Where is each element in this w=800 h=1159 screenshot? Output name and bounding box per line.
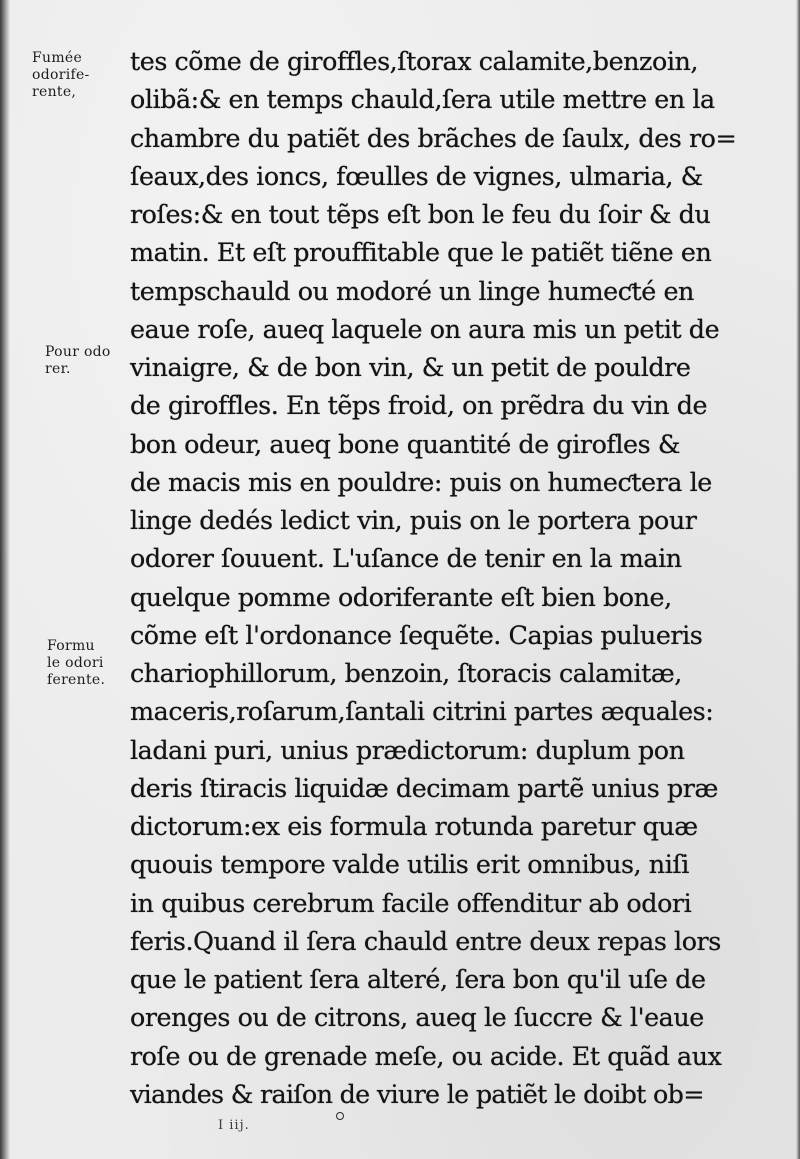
text-line: maceris,roſarum,ſantali citrini partes æquales: xyxy=(130,696,714,727)
margin-note-line: rer. xyxy=(45,361,71,377)
text-line: vinaigre, & de bon vin, & un petit de pouldre xyxy=(130,352,691,382)
text-line: deris ſtiracis liquidæ decimam partẽ unius præ xyxy=(130,772,718,803)
text-line: chariophillorum, benzoin, ſtoracis calamitæ, xyxy=(130,658,682,688)
text-line: tes cõme de giroffles,ſtorax calamite,benzoin, xyxy=(130,46,699,76)
text-line: in quibus cerebrum facile offenditur ab odori xyxy=(130,887,692,918)
text-line: linge dedés ledict vin, puis on le portera pour xyxy=(130,505,697,535)
page-shadow-right xyxy=(796,0,800,1159)
text-line: dictorum:ex eis formula rotunda paretur quæ xyxy=(130,811,698,841)
text-line: odorer ſouuent. L'uſance de tenir en la main xyxy=(130,543,682,574)
text-line: que le patient ſera alteré, ſera bon qu'il uſe de xyxy=(130,964,706,994)
signature-mark: I iij. xyxy=(218,1118,250,1133)
text-line: eaue roſe, aueq laquele on aura mis un petit de xyxy=(130,313,720,344)
margin-note-formule xyxy=(47,638,105,689)
text-line: cõme eſt l'ordonance ſequẽte. Capias pulueris xyxy=(130,619,703,650)
margin-note-fumee xyxy=(32,50,90,101)
text-line: chambre du patiẽt des brãches de ſaulx, des ro= xyxy=(130,122,737,153)
text-line: roſes:& en tout tẽps eſt bon le feu du ſoir & du xyxy=(130,199,711,229)
margin-note-line: odorife- xyxy=(32,67,90,83)
text-line: ſeaux,des ioncs, fœulles de vignes, ulmaria, & xyxy=(130,160,703,191)
text-line: tempschauld ou modoré un linge humeƈté en xyxy=(130,275,694,306)
text-line: viandes & raiſon de viure le patiẽt le doibt ob= xyxy=(130,1078,704,1109)
text-line: olibã:& en temps chauld,ſera utile mettre en la xyxy=(130,84,715,115)
text-line: quouis tempore valde utilis erit omnibus, niſi xyxy=(130,849,689,880)
margin-note-line: Pour odo xyxy=(45,344,111,360)
ornament-ring xyxy=(336,1112,344,1120)
text-line: de macis mis en pouldre: puis on humeƈtera le xyxy=(130,466,712,497)
text-line: roſe ou de grenade meſe, ou acide. Et quãd aux xyxy=(130,1040,722,1071)
body-text xyxy=(130,42,782,1113)
margin-note-pour-odorer xyxy=(45,344,111,378)
text-line: quelque pomme odoriferante eſt bien bone, xyxy=(130,581,672,612)
margin-note-line: le odori xyxy=(47,655,104,671)
text-line: matin. Et eſt prouffitable que le patiẽt tiẽne en xyxy=(130,237,712,268)
margin-note-line: rente, xyxy=(32,84,77,100)
margin-note-line: ferente. xyxy=(47,672,106,688)
text-line: feris.Quand il ſera chauld entre deux repas lors xyxy=(130,925,721,956)
text-line: bon odeur, aueq bone quantité de girofles & xyxy=(130,428,680,459)
text-line: de giroffles. En tẽps froid, on prẽdra du vin de xyxy=(130,390,708,421)
text-line: orenges ou de citrons, aueq le ſuccre & l'eaue xyxy=(130,1002,704,1033)
page-shadow-left xyxy=(0,0,10,1159)
margin-note-line: Formu xyxy=(47,638,95,654)
margin-note-line: Fumée xyxy=(32,50,83,66)
text-line: ladani puri, unius prædictorum: duplum pon xyxy=(130,734,685,765)
